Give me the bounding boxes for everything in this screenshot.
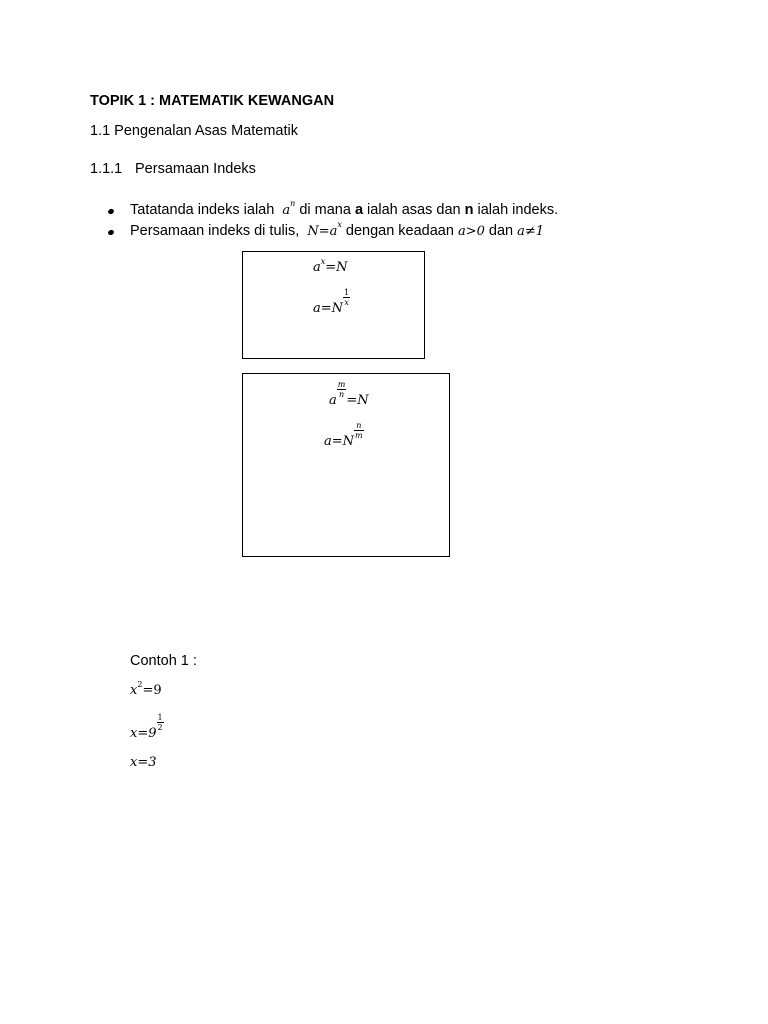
math-lhs: a=N xyxy=(324,434,355,449)
math-condition: a>0 xyxy=(457,224,485,239)
subsection-label: Persamaan Indeks xyxy=(135,161,256,177)
math-base: a xyxy=(313,260,321,275)
math-exponent: x xyxy=(320,256,326,266)
fraction-denominator: m xyxy=(355,431,363,440)
bullet-text: di mana xyxy=(295,202,355,218)
formula-exponential xyxy=(313,256,348,275)
fraction-numerator: 1 xyxy=(344,288,350,297)
page-heading: TOPIK 1 : MATEMATIK KEWANGAN xyxy=(90,93,335,109)
math-exponent: 2 xyxy=(137,679,143,689)
fraction-denominator: x xyxy=(344,298,349,307)
math-exponent: x xyxy=(337,220,342,230)
bullet-icon xyxy=(107,229,114,236)
bullet-text: dengan keadaan xyxy=(341,223,458,239)
bullet-text: Persamaan indeks di tulis, xyxy=(130,223,300,239)
math-exponent: n xyxy=(290,199,296,209)
fraction-denominator: 2 xyxy=(157,723,163,732)
fraction-numerator: n xyxy=(354,421,364,431)
bullet-text: ialah indeks. xyxy=(473,202,559,218)
math-base: x xyxy=(130,683,138,698)
math-fraction-exponent xyxy=(354,421,364,440)
subsection-number: 1.1.1 xyxy=(90,161,123,177)
subsection-title xyxy=(90,161,256,177)
section-title: 1.1 Pengenalan Asas Matematik xyxy=(90,123,298,139)
formula-root xyxy=(313,288,350,320)
math-fraction-exponent xyxy=(157,713,164,732)
example-label: Contoh 1 : xyxy=(130,653,197,669)
math-condition: a≠1 xyxy=(517,224,545,239)
formula-fractional-exponential xyxy=(329,380,369,412)
bold-term: n xyxy=(464,202,474,218)
formula-box-2 xyxy=(242,373,450,557)
math-fraction-exponent xyxy=(343,288,350,307)
bullet-text: dan xyxy=(484,223,518,239)
example-line-1 xyxy=(130,679,162,698)
math-rhs: =N xyxy=(325,260,348,275)
fraction-numerator: 1 xyxy=(157,713,163,722)
math-rhs: =9 xyxy=(142,683,162,698)
bullet-icon xyxy=(107,208,114,215)
formula-fractional-root xyxy=(324,421,364,453)
bold-term: a xyxy=(354,202,364,218)
example-line-2 xyxy=(130,713,164,745)
math-base: a xyxy=(329,393,337,408)
math-expression: N=a xyxy=(307,224,338,239)
bullet-text: Tatatanda indeks ialah xyxy=(130,202,275,218)
formula-box-1 xyxy=(242,251,425,359)
fraction-denominator: n xyxy=(338,390,345,399)
math-base: a xyxy=(282,203,291,218)
math-lhs: a=N xyxy=(313,301,344,316)
math-lhs: x=9 xyxy=(130,726,157,741)
math-rhs: =N xyxy=(346,393,369,408)
example-line-3: x=3 xyxy=(130,755,157,770)
fraction-numerator: m xyxy=(337,380,346,389)
bullet-text: ialah asas dan xyxy=(363,202,465,218)
math-fraction-exponent xyxy=(337,380,347,399)
